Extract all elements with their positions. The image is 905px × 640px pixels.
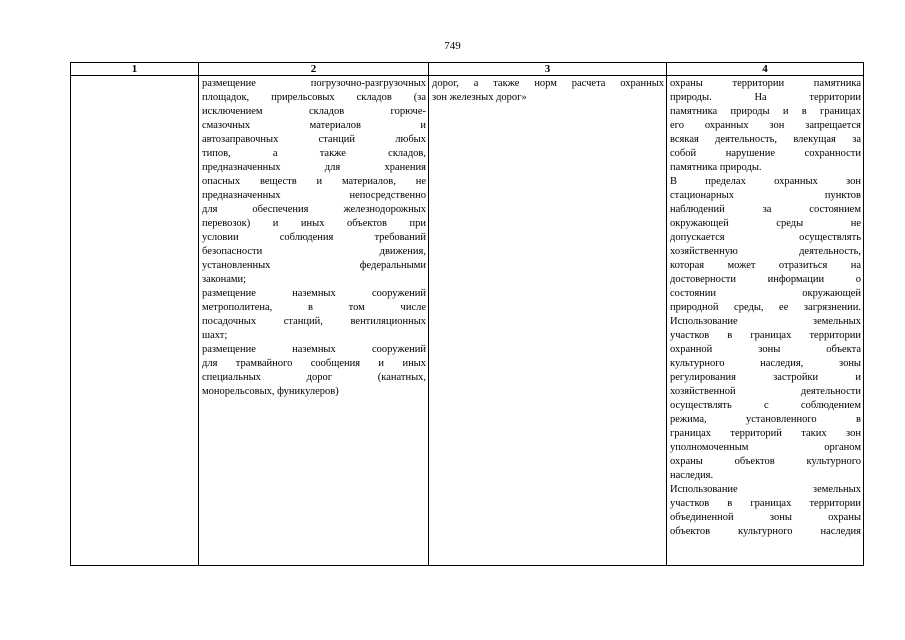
text-line: объединенной зоны охраны [670,512,861,523]
text-line: размещение наземных сооружений [202,344,426,355]
text-line: охранной зоны объекта [670,344,861,355]
text-line: режима, установленного в [670,414,861,425]
text-line: природной среды, ее загрязнении. [670,302,861,313]
text-line: типов, а также складов, [202,148,426,159]
text-line: автозаправочных станций любых [202,134,426,145]
text-line: наследия. [670,470,714,481]
text-line: посадочных станций, вентиляционных [202,316,426,327]
text-line: безопасности движения, [202,246,426,257]
text-line: специальных дорог (канатных, [202,372,426,383]
text-line: установленных федеральными [202,260,426,271]
text-line: хозяйственной деятельности [670,386,861,397]
text-line: условии соблюдения требований [202,232,426,243]
text-line: дорог, а также норм расчета охранных [432,78,664,89]
text-line: перевозок) и иных объектов при [202,218,426,229]
text-line: собой нарушение сохранности [670,148,861,159]
text-line: метрополитена, в том числе [202,302,426,313]
text-line: охраны территории памятника [670,78,861,89]
text-line: стационарных пунктов [670,190,861,201]
regulation-table [70,62,864,566]
text-line: природы. На территории [670,92,861,103]
column-header-4: 4 [667,63,864,76]
text-line: шахт; [202,330,228,341]
text-line: участков в границах территории [670,330,861,341]
cell-col4 [667,76,864,566]
text-line: регулирования застройки и [670,372,861,383]
text-line: культурного наследия, зоны [670,358,861,369]
text-line: хозяйственную деятельность, [670,246,861,257]
text-line: площадок, прирельсовых складов (за [202,92,426,103]
text-line: его охранных зон запрещается [670,120,861,131]
text-line: которая может отразиться на [670,260,861,271]
col2-text [202,77,426,399]
header-row [71,63,864,76]
col4-text [670,77,861,539]
text-line: объектов культурного наследия [670,526,861,537]
text-line: предназначенных для хранения [202,162,426,173]
text-line: для трамвайного сообщения и иных [202,358,426,369]
column-header-3: 3 [429,63,667,76]
text-line: состоянии окружающей [670,288,861,299]
text-line: допускается осуществлять [670,232,861,243]
text-line: памятника природы. [670,162,762,173]
text-line: предназначенных непосредственно [202,190,426,201]
column-header-1: 1 [71,63,199,76]
text-line: памятника природы и в границах [670,106,861,117]
text-line: уполномоченным органом [670,442,861,453]
text-line: границах территорий таких зон [670,428,861,439]
text-line: Использование земельных [670,316,861,327]
table-row [71,76,864,566]
text-line: монорельсовых, фуникулеров) [202,386,339,397]
text-line: осуществлять с соблюдением [670,400,861,411]
text-line: размещение погрузочно-разгрузочных [202,78,426,89]
cell-col2 [199,76,429,566]
text-line: охраны объектов культурного [670,456,861,467]
text-line: смазочных материалов и [202,120,426,131]
text-line: наблюдений за состоянием [670,204,861,215]
text-line: Использование земельных [670,484,861,495]
cell-col1 [71,76,199,566]
cell-col3 [429,76,667,566]
page-number: 749 [444,40,461,52]
text-line: для обеспечения железнодорожных [202,204,426,215]
text-line: исключением складов горюче- [202,106,426,117]
text-line: законами; [202,274,247,285]
col3-text [432,77,664,105]
text-line: всякая деятельность, влекущая за [670,134,861,145]
text-line: окружающей среды не [670,218,861,229]
text-line: В пределах охранных зон [670,176,861,187]
column-header-2: 2 [199,63,429,76]
text-line: размещение наземных сооружений [202,288,426,299]
text-line: достоверности информации о [670,274,861,285]
text-line: участков в границах территории [670,498,861,509]
text-line: зон железных дорог» [432,92,527,103]
text-line: опасных веществ и материалов, не [202,176,426,187]
